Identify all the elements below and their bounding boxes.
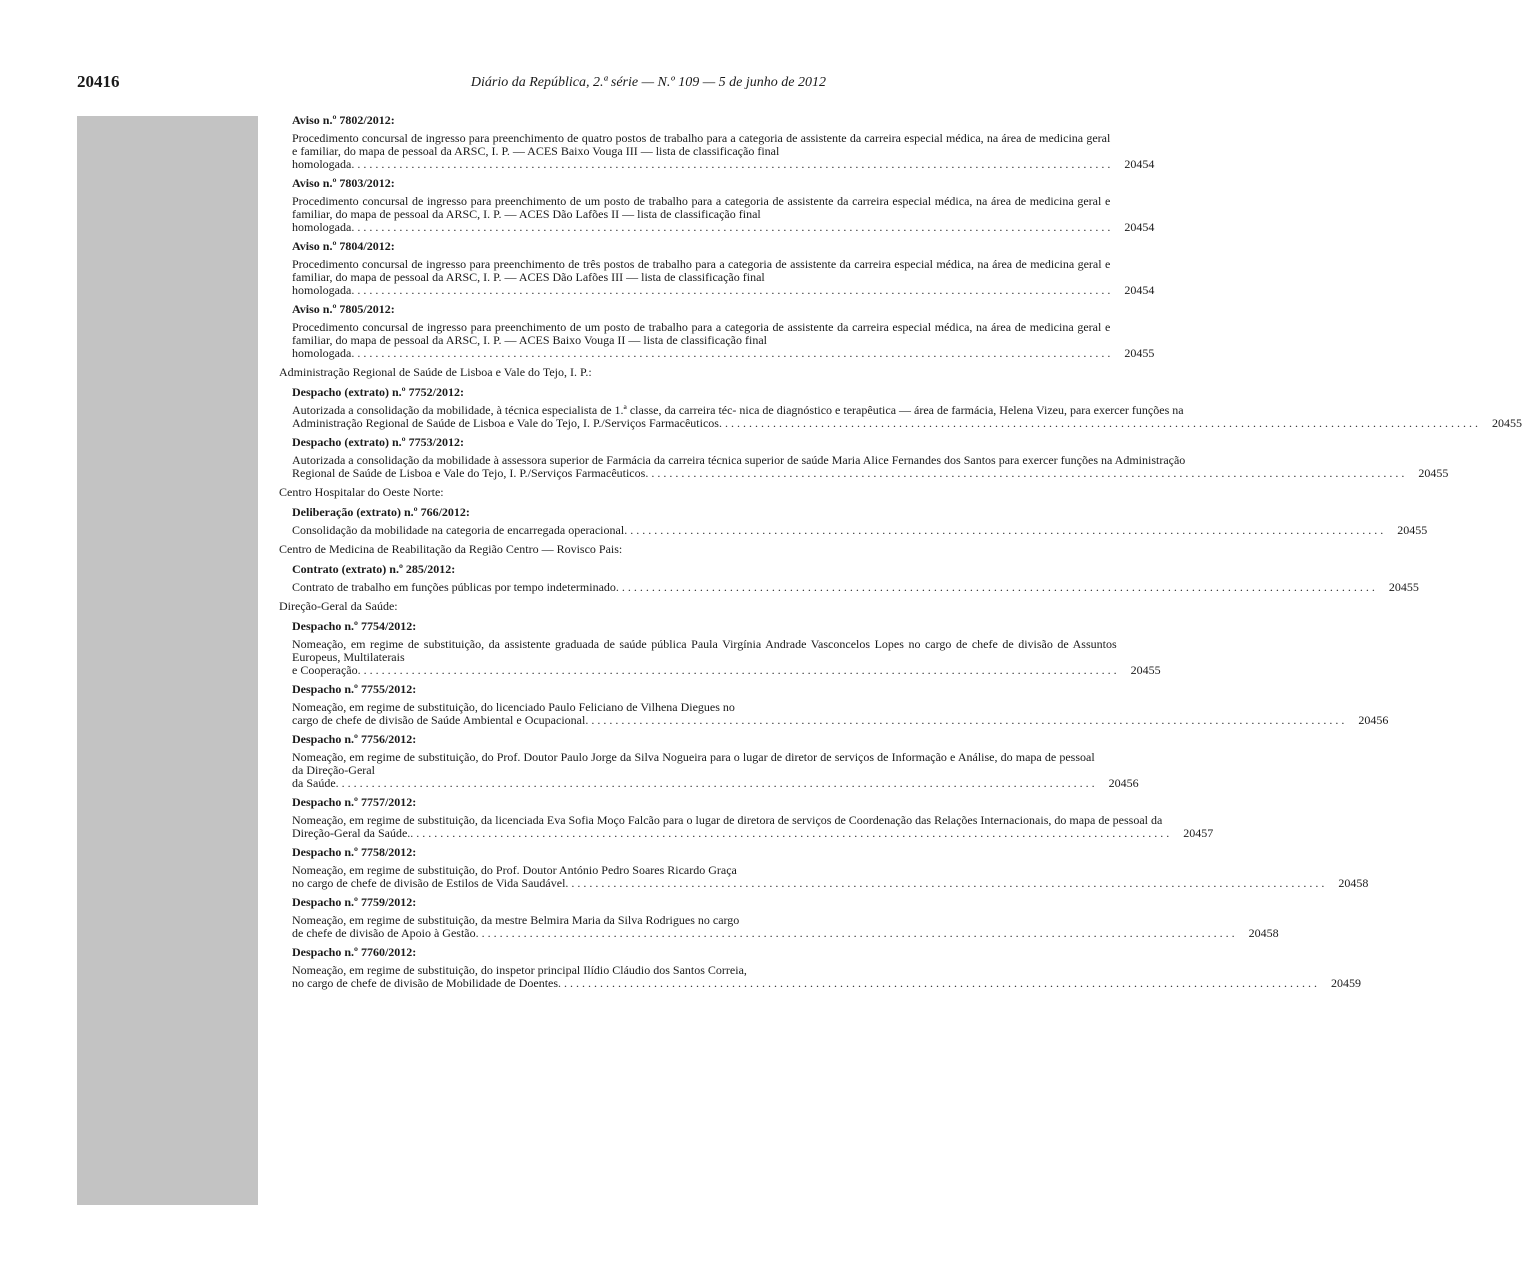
entry-description xyxy=(292,523,1428,537)
organization-heading: Centro Hospitalar do Oeste Norte: xyxy=(279,485,444,499)
leader-dots xyxy=(336,777,1095,790)
page-reference: 20454 xyxy=(1124,157,1155,171)
page-reference: 20457 xyxy=(1183,826,1214,840)
entry-description xyxy=(292,750,1139,790)
entry-title: Despacho n.º 7757/2012: xyxy=(292,795,417,809)
page-reference: 20455 xyxy=(1388,580,1419,594)
entry-text: Autorizada a consolidação da mobilidade, à técnica especialista de 1.ª classe, da carreira téc- nica de diagnóstico e terapêutica — área de farmácia, Helena Vizeu, para exercer funções na xyxy=(292,403,1184,417)
toc-entry xyxy=(292,619,1161,677)
entry-text-last-line: cargo de chefe de divisão de Saúde Ambiental e Ocupacional xyxy=(292,713,586,727)
page-reference: 20458 xyxy=(1248,926,1279,940)
page-reference: 20455 xyxy=(1124,346,1155,360)
entry-text-last-line: homologada xyxy=(292,157,352,171)
leader-dots xyxy=(616,581,1375,594)
entry-text-last-line: e Cooperação xyxy=(292,663,358,677)
entry-text-last-line: Contrato de trabalho em funções públicas por tempo indeterminado xyxy=(292,580,616,594)
entry-text: Nomeação, em regime de substituição, da licenciada Eva Sofia Moço Falcão para o lugar de diretora de serviços de Coordenação das Relações Internacionais, do mapa de pessoal da xyxy=(292,813,1163,827)
entry-description xyxy=(292,963,1362,990)
toc-entry xyxy=(292,302,1155,360)
entry-title: Despacho n.º 7756/2012: xyxy=(292,732,417,746)
entry-title: Despacho n.º 7754/2012: xyxy=(292,619,417,633)
entry-title: Despacho (extrato) n.º 7752/2012: xyxy=(292,385,464,399)
running-header: Diário da República, 2.ª série — N.º 109 — 5 de junho de 2012 xyxy=(470,75,826,90)
leader-dots xyxy=(645,467,1404,480)
entry-text-last-line: da Saúde xyxy=(292,776,336,790)
entry-title: Despacho n.º 7759/2012: xyxy=(292,895,417,909)
table-of-contents xyxy=(279,113,1522,996)
sidebar-gray-band xyxy=(77,116,258,1205)
leader-dots xyxy=(624,524,1383,537)
entry-text: Nomeação, em regime de substituição, do Prof. Doutor António Pedro Soares Ricardo Graça xyxy=(292,863,737,877)
toc-entry xyxy=(292,895,1279,940)
page-reference: 20455 xyxy=(1397,523,1428,537)
toc-entry xyxy=(292,562,1419,594)
entry-text-last-line: de chefe de divisão de Apoio à Gestão xyxy=(292,926,476,940)
entry-text: Nomeação, em regime de substituição, do inspetor principal Ilídio Cláudio dos Santos Correia, xyxy=(292,963,747,977)
toc-entry xyxy=(292,505,1428,537)
entry-text: Nomeação, em regime de substituição, da assistente graduada de saúde pública Paula Virgínia Andrade Vasconcelos Lopes no cargo de chefe de divisão de Assuntos Europeus, Multilaterais xyxy=(292,637,1117,664)
organization-heading: Administração Regional de Saúde de Lisboa e Vale do Tejo, I. P.: xyxy=(279,365,592,379)
entry-text-last-line: no cargo de chefe de divisão de Mobilidade de Doentes xyxy=(292,976,559,990)
entry-text: Procedimento concursal de ingresso para preenchimento de um posto de trabalho para a categoria de assistente da carreira especial médica, na área de medicina geral e familiar, do mapa de pessoal da ARSC, I. P. — ACES Baixo Vouga II — lista de classificação final xyxy=(292,320,1111,347)
entry-title: Despacho (extrato) n.º 7753/2012: xyxy=(292,435,464,449)
entry-description xyxy=(292,863,1369,890)
entry-description xyxy=(292,637,1161,677)
organization-heading: Centro de Medicina de Reabilitação da Região Centro — Rovisco Pais: xyxy=(279,542,623,556)
toc-entry xyxy=(292,385,1522,430)
entry-title: Aviso n.º 7802/2012: xyxy=(292,113,395,127)
entry-title: Despacho n.º 7758/2012: xyxy=(292,845,417,859)
page-reference: 20456 xyxy=(1108,776,1139,790)
entry-text-last-line: Consolidação da mobilidade na categoria de encarregada operacional xyxy=(292,523,625,537)
toc-entry xyxy=(292,732,1139,790)
leader-dots xyxy=(351,221,1110,234)
entry-title: Despacho n.º 7755/2012: xyxy=(292,682,417,696)
leader-dots xyxy=(410,827,1169,840)
entry-text: Procedimento concursal de ingresso para preenchimento de um posto de trabalho para a categoria de assistente da carreira especial médica, na área de medicina geral e familiar, do mapa de pessoal da ARSC, I. P. — ACES Dão Lafões II — lista de classificação final xyxy=(292,194,1111,221)
leader-dots xyxy=(351,347,1110,360)
entry-description xyxy=(292,257,1155,297)
entry-text: Nomeação, em regime de substituição, do Prof. Doutor Paulo Jorge da Silva Nogueira para o lugar de diretor de serviços de Informação e Análise, do mapa de pessoal da Direção-Geral xyxy=(292,750,1095,777)
entry-text-last-line: no cargo de chefe de divisão de Estilos de Vida Saudável xyxy=(292,876,566,890)
page-reference: 20455 xyxy=(1491,416,1522,430)
toc-entry xyxy=(292,682,1389,727)
page-reference: 20454 xyxy=(1124,283,1155,297)
entry-title: Aviso n.º 7805/2012: xyxy=(292,302,395,316)
page-reference: 20458 xyxy=(1338,876,1369,890)
entry-description xyxy=(292,320,1155,360)
toc-entry xyxy=(292,795,1214,840)
entry-description xyxy=(292,700,1389,727)
toc-entry xyxy=(292,239,1155,297)
entry-text: Autorizada a consolidação da mobilidade à assessora superior de Farmácia da carreira técnica superior de saúde Maria Alice Fernandes dos Santos para exercer funções na Administração xyxy=(292,453,1186,467)
toc-entry xyxy=(292,113,1155,171)
page-reference: 20456 xyxy=(1358,713,1389,727)
entry-title: Deliberação (extrato) n.º 766/2012: xyxy=(292,505,470,519)
entry-title: Despacho n.º 7760/2012: xyxy=(292,945,417,959)
toc-entry xyxy=(292,945,1362,990)
entry-text: Nomeação, em regime de substituição, do licenciado Paulo Feliciano de Vilhena Diegues no xyxy=(292,700,735,714)
leader-dots xyxy=(476,927,1235,940)
toc-entry xyxy=(292,435,1449,480)
entry-title: Contrato (extrato) n.º 285/2012: xyxy=(292,562,456,576)
entry-description xyxy=(292,131,1155,171)
page-reference: 20454 xyxy=(1124,220,1155,234)
leader-dots xyxy=(558,977,1317,990)
toc-entry xyxy=(292,845,1369,890)
entry-description xyxy=(292,580,1419,594)
entry-description xyxy=(292,194,1155,234)
entry-description xyxy=(292,913,1279,940)
leader-dots xyxy=(351,284,1110,297)
entry-description xyxy=(292,403,1522,430)
entry-text-last-line: Regional de Saúde de Lisboa e Vale do Tejo, I. P./Serviços Farmacêuticos xyxy=(292,466,646,480)
entry-text-last-line: Direção-Geral da Saúde. xyxy=(292,826,411,840)
page-reference: 20455 xyxy=(1130,663,1161,677)
leader-dots xyxy=(565,877,1324,890)
entry-text-last-line: homologada xyxy=(292,346,352,360)
toc-entry xyxy=(292,176,1155,234)
entry-description xyxy=(292,453,1449,480)
leader-dots xyxy=(585,714,1344,727)
entry-title: Aviso n.º 7804/2012: xyxy=(292,239,395,253)
entry-text: Nomeação, em regime de substituição, da mestre Belmira Maria da Silva Rodrigues no cargo xyxy=(292,913,740,927)
organization-heading: Direção-Geral da Saúde: xyxy=(279,599,398,613)
page-reference: 20459 xyxy=(1331,976,1362,990)
entry-text-last-line: Administração Regional de Saúde de Lisboa e Vale do Tejo, I. P./Serviços Farmacêuticos xyxy=(292,416,719,430)
leader-dots xyxy=(358,664,1117,677)
leader-dots xyxy=(719,417,1478,430)
entry-title: Aviso n.º 7803/2012: xyxy=(292,176,395,190)
entry-description xyxy=(292,813,1214,840)
entry-text: Procedimento concursal de ingresso para preenchimento de três postos de trabalho para a categoria de assistente da carreira especial médica, na área de medicina geral e familiar, do mapa de pessoal da ARSC, I. P. — ACES Dão Lafões III — lista de classificação final xyxy=(292,257,1111,284)
page-reference: 20455 xyxy=(1418,466,1449,480)
leader-dots xyxy=(351,158,1110,171)
entry-text-last-line: homologada xyxy=(292,283,352,297)
entry-text-last-line: homologada xyxy=(292,220,352,234)
entry-text: Procedimento concursal de ingresso para preenchimento de quatro postos de trabalho para a categoria de assistente da carreira especial médica, na área de medicina geral e familiar, do mapa de pessoal da ARSC, I. P. — ACES Baixo Vouga III — lista de classificação final xyxy=(292,131,1111,158)
page-number: 20416 xyxy=(77,72,120,91)
